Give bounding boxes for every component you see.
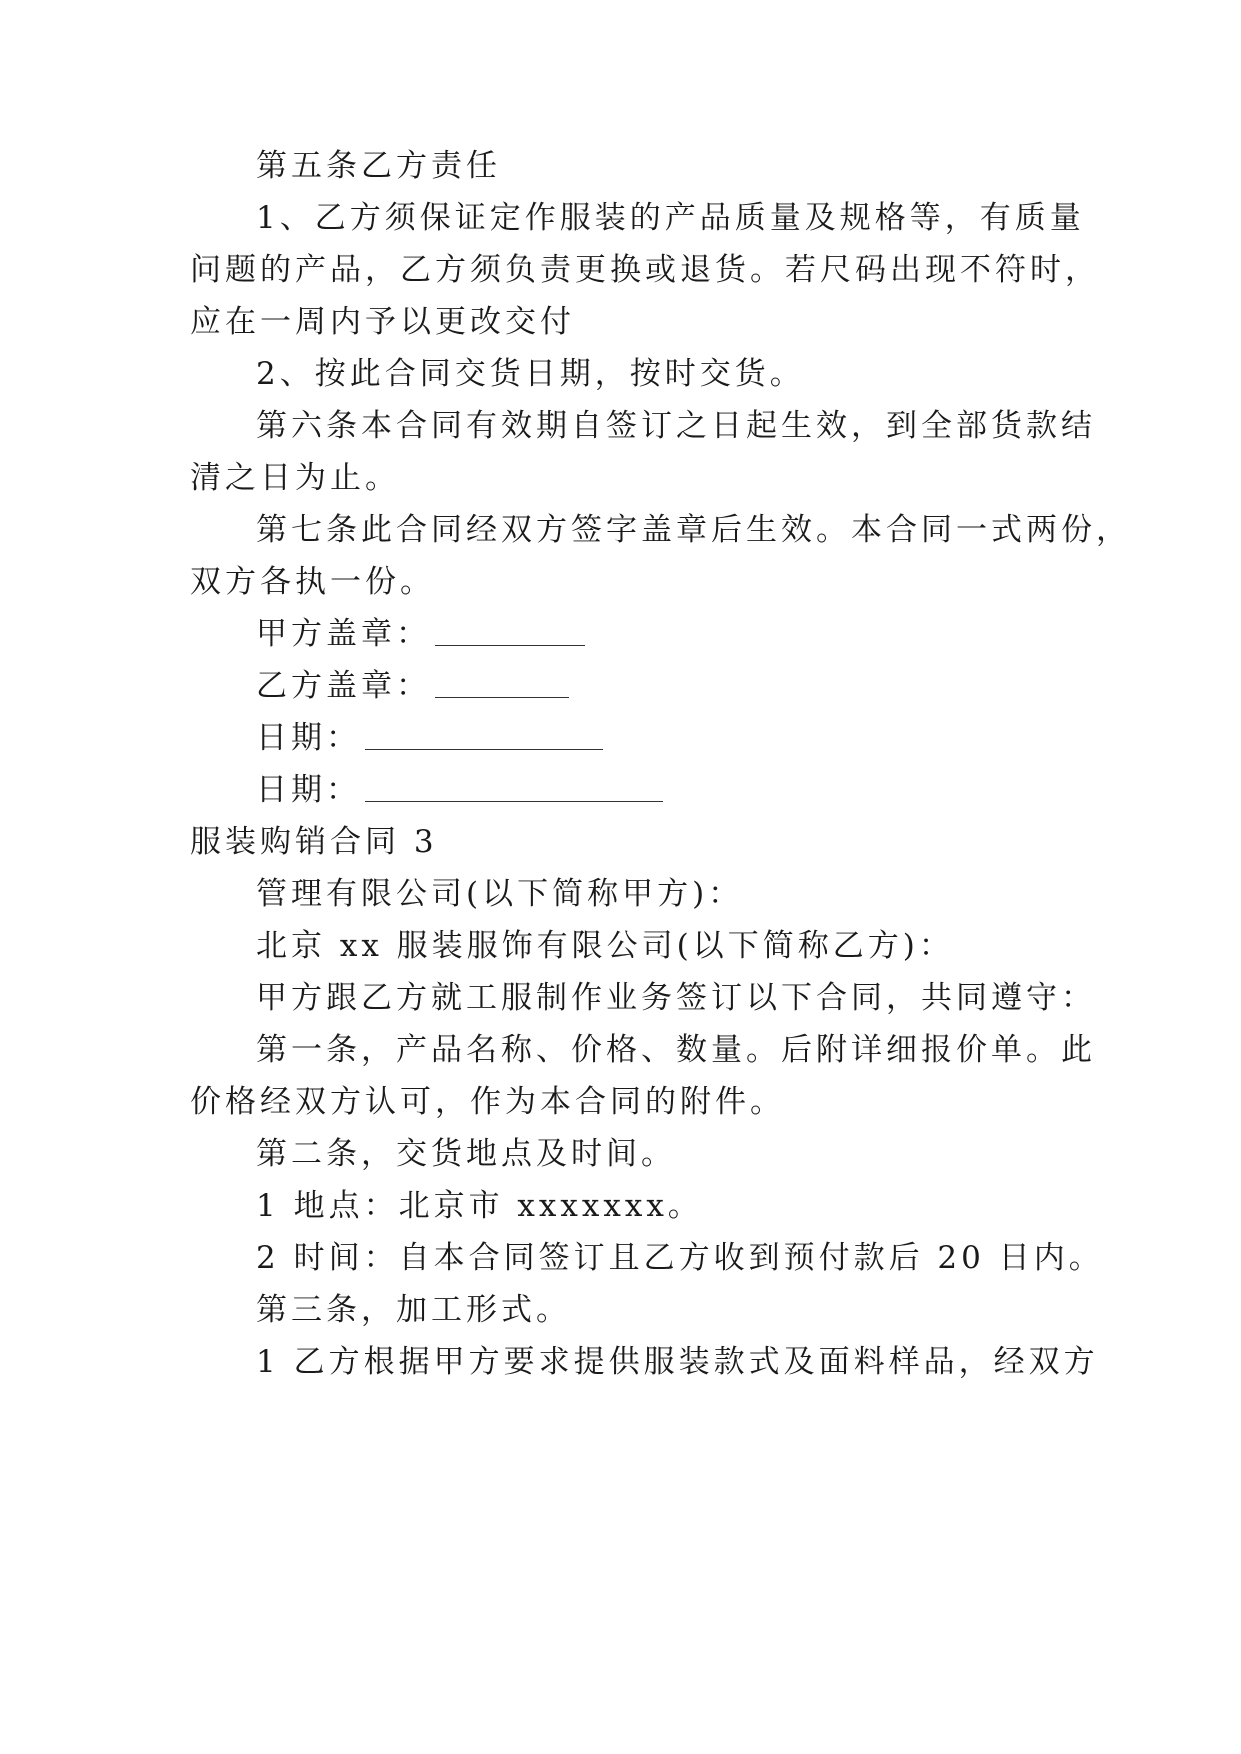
article-5-title: 第五条乙方责任: [256, 148, 501, 184]
article-5-item-1-line-1: 1、乙方须保证定作服装的产品质量及规格等，有质量: [256, 200, 1085, 236]
signature-party-a-label: 甲方盖章：: [256, 616, 431, 652]
party-a-intro: 管理有限公司(以下简称甲方)：: [256, 876, 744, 912]
signature-party-a: [256, 614, 1136, 654]
signature-party-b-blank: [435, 671, 569, 698]
contract-3-article-3-title: 第三条，加工形式。: [256, 1292, 571, 1328]
article-7-line-2: 双方各执一份。: [190, 564, 435, 600]
article-5-item-2: 2、按此合同交货日期，按时交货。: [256, 356, 805, 392]
preamble: 甲方跟乙方就工服制作业务签订以下合同，共同遵守：: [256, 980, 1096, 1016]
contract-3-article-3-item-1: 1 乙方根据甲方要求提供服装款式及面料样品，经双方: [256, 1344, 1099, 1380]
signature-party-b: [256, 666, 1136, 706]
signature-party-b-label: 乙方盖章：: [256, 668, 431, 704]
signature-party-a-blank: [435, 619, 585, 646]
article-5-item-1-line-2: 问题的产品，乙方须负责更换或退货。若尺码出现不符时，: [190, 252, 1100, 288]
article-7-line-1: 第七条此合同经双方签字盖章后生效。本合同一式两份，: [256, 512, 1131, 548]
signature-date-2: [256, 770, 1136, 810]
contract-3-article-2-item-1: 1 地点：北京市 xxxxxxx。: [256, 1188, 703, 1224]
contract-3-article-1-line-2: 价格经双方认可，作为本合同的附件。: [190, 1084, 785, 1120]
contract-3-article-2-item-2: 2 时间：自本合同签订且乙方收到预付款后 20 日内。: [256, 1240, 1104, 1276]
signature-date-1-blank: [365, 723, 603, 750]
article-6-line-1: 第六条本合同有效期自签订之日起生效，到全部货款结: [256, 408, 1096, 444]
signature-date-2-blank: [365, 775, 663, 802]
party-b-intro: 北京 xx 服装服饰有限公司(以下简称乙方)：: [256, 928, 954, 964]
contract-3-article-2-title: 第二条，交货地点及时间。: [256, 1136, 676, 1172]
contract-3-article-1-line-1: 第一条，产品名称、价格、数量。后附详细报价单。此: [256, 1032, 1096, 1068]
signature-date-2-label: 日期：: [256, 772, 361, 808]
signature-date-1-label: 日期：: [256, 720, 361, 756]
article-6-line-2: 清之日为止。: [190, 460, 400, 496]
signature-date-1: [256, 718, 1136, 758]
article-5-item-1-line-3: 应在一周内予以更改交付: [190, 304, 575, 340]
contract-3-title: 服装购销合同 3: [190, 824, 438, 860]
